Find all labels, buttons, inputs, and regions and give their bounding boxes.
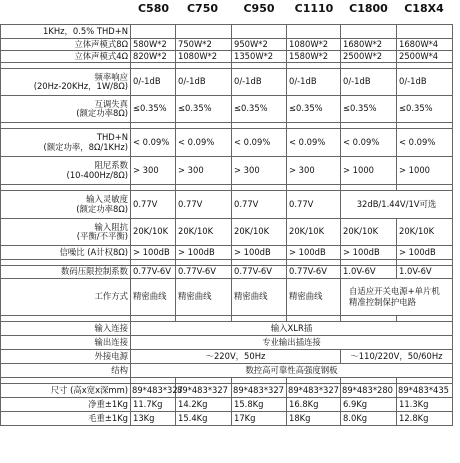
table-cell: 精密曲线 xyxy=(232,279,287,316)
table-cell: > 100dB xyxy=(176,246,232,260)
row-label: 数码压限控制系数 xyxy=(1,266,131,279)
row-label: 毛重±1Kg xyxy=(1,412,131,426)
table-cell: < 0.09% xyxy=(341,129,397,157)
table-cell: 0.77V-6V xyxy=(287,266,341,279)
table-cell: 0/-1dB xyxy=(176,69,232,96)
table-cell: 0/-1dB xyxy=(287,69,341,96)
table-cell: > 300 xyxy=(287,157,341,185)
row-label: 1KHz，0.5% THD+N xyxy=(1,25,131,39)
table-cell: 1580W*2 xyxy=(287,51,341,63)
table-row xyxy=(1,191,453,219)
table-cell: 18Kg xyxy=(287,412,341,426)
table-cell: 14.2Kg xyxy=(176,398,232,412)
row-label: 阻尼系数 (10-400Hz/8Ω) xyxy=(1,157,131,185)
table-cell: 2500W*4 xyxy=(397,51,453,63)
table-cell: 0.77V-6V xyxy=(176,266,232,279)
model-header: C18X4 xyxy=(404,2,444,15)
model-header: C750 xyxy=(186,2,219,15)
table-cell: 0/-1dB xyxy=(341,69,397,96)
row-label: 工作方式 xyxy=(1,279,131,316)
table-cell: 0.77V-6V xyxy=(131,266,176,279)
table-cell: 1.0V-6V xyxy=(341,266,397,279)
row-label: 输入连接 xyxy=(1,322,131,336)
table-cell-merged: 专业输出插连接 xyxy=(131,336,453,350)
table-cell-merged: 数控高可靠性高强度钢板 xyxy=(131,364,453,378)
table-row xyxy=(1,96,453,123)
table-cell: 1080W*2 xyxy=(176,51,232,63)
model-header: C1800 xyxy=(349,2,388,15)
table-row xyxy=(1,39,453,51)
row-label: 互调失真 (额定功率8Ω) xyxy=(1,96,131,123)
row-label: 频率响应 (20Hz-20KHz，1W/8Ω) xyxy=(1,69,131,96)
table-cell: > 300 xyxy=(176,157,232,185)
table-cell: 20K/10K xyxy=(176,219,232,246)
table-row xyxy=(1,412,453,426)
table-cell: 精密曲线 xyxy=(287,279,341,316)
table-row xyxy=(1,279,453,316)
row-label: 输入阻抗 (平衡/不平衡) xyxy=(1,219,131,246)
table-cell: > 300 xyxy=(232,157,287,185)
table-cell: 89*483*327 xyxy=(176,384,232,398)
table-cell-merged: 输入XLR插 xyxy=(131,322,453,336)
row-label: 输入灵敏度 (额定功率8Ω) xyxy=(1,191,131,219)
table-row xyxy=(1,350,453,364)
table-cell: 17Kg xyxy=(232,412,287,426)
table-cell: < 0.09% xyxy=(397,129,453,157)
row-label: 净重±1Kg xyxy=(1,398,131,412)
table-cell: 89*483*435 xyxy=(397,384,453,398)
table-row xyxy=(1,364,453,378)
row-label: 外接电源 xyxy=(1,350,131,364)
table-cell: 20K/10K xyxy=(397,219,453,246)
table-cell: > 100dB xyxy=(287,246,341,260)
table-cell: > 300 xyxy=(131,157,176,185)
table-cell: 0/-1dB xyxy=(232,69,287,96)
table-row xyxy=(1,398,453,412)
row-label: 立体声模式8Ω xyxy=(1,39,131,51)
table-cell: > 100dB xyxy=(131,246,176,260)
table-cell: 0.77V xyxy=(232,191,287,219)
table-cell: 750W*2 xyxy=(176,39,232,51)
table-row xyxy=(1,246,453,260)
table-cell: 精密曲线 xyxy=(131,279,176,316)
table-cell: < 0.09% xyxy=(131,129,176,157)
table-cell-merged: 32dB/1.44V/1V可选 xyxy=(341,191,453,219)
table-row xyxy=(1,336,453,350)
table-row xyxy=(1,322,453,336)
table-cell: 20K/10K xyxy=(131,219,176,246)
table-cell: 精密曲线 xyxy=(176,279,232,316)
table-cell: 89*483*327 xyxy=(287,384,341,398)
table-cell: 0/-1dB xyxy=(397,69,453,96)
table-cell: 20K/10K xyxy=(341,219,397,246)
table-cell: 1680W*4 xyxy=(397,39,453,51)
table-cell: > 100dB xyxy=(397,246,453,260)
table-cell: ≤0.35% xyxy=(176,96,232,123)
table-cell: 0.77V xyxy=(131,191,176,219)
table-cell: 1680W*2 xyxy=(341,39,397,51)
table-cell: 0.77V-6V xyxy=(232,266,287,279)
table-row xyxy=(1,69,453,96)
table-cell: 20K/10K xyxy=(232,219,287,246)
table-row xyxy=(1,384,453,398)
table-cell: 11.7Kg xyxy=(131,398,176,412)
table-cell: 12.8Kg xyxy=(397,412,453,426)
row-label: 立体声模式4Ω xyxy=(1,51,131,63)
row-label: 信噪比 (A计权8Ω) xyxy=(1,246,131,260)
table-cell: ≤0.35% xyxy=(232,96,287,123)
row-label: THD+N (额定功率，8Ω/1KHz) xyxy=(1,129,131,157)
table-cell: 820W*2 xyxy=(131,51,176,63)
table-cell: 13Kg xyxy=(131,412,176,426)
table-cell: ≤0.35% xyxy=(131,96,176,123)
table-cell: 16.8Kg xyxy=(287,398,341,412)
table-cell: ≤0.35% xyxy=(341,96,397,123)
table-cell: 15.8Kg xyxy=(232,398,287,412)
table-cell: 89*483*327 xyxy=(131,384,176,398)
table-cell: 8.0Kg xyxy=(341,412,397,426)
row-label: 尺寸 (高x宽x深mm) xyxy=(1,384,131,398)
table-row xyxy=(1,219,453,246)
table-row xyxy=(1,51,453,63)
spec-table xyxy=(0,24,453,426)
table-row xyxy=(1,157,453,185)
table-cell: ≤0.35% xyxy=(287,96,341,123)
table-row xyxy=(1,129,453,157)
table-row xyxy=(1,266,453,279)
table-cell: 6.9Kg xyxy=(341,398,397,412)
table-cell: 580W*2 xyxy=(131,39,176,51)
table-cell: 1.0V-6V xyxy=(397,266,453,279)
table-cell: 15.4Kg xyxy=(176,412,232,426)
table-cell: < 0.09% xyxy=(176,129,232,157)
table-cell: > 1000 xyxy=(397,157,453,185)
table-cell-merged: ～110/220V，50/60Hz xyxy=(341,350,453,364)
table-cell: 89*483*327 xyxy=(232,384,287,398)
table-cell-merged: ～220V，50Hz xyxy=(131,350,341,364)
row-label: 结构 xyxy=(1,364,131,378)
row-label: 输出连接 xyxy=(1,336,131,350)
table-cell: 1080W*2 xyxy=(287,39,341,51)
table-cell: ≤0.35% xyxy=(397,96,453,123)
table-cell-merged: 自适应开关电源+单片机精准控制保护电路 xyxy=(341,279,453,316)
model-header: C1110 xyxy=(294,2,334,15)
table-cell: 0/-1dB xyxy=(131,69,176,96)
table-cell: > 100dB xyxy=(232,246,287,260)
table-cell: 89*483*280 xyxy=(341,384,397,398)
table-cell: 950W*2 xyxy=(232,39,287,51)
table-cell: < 0.09% xyxy=(232,129,287,157)
model-header: C950 xyxy=(243,2,275,15)
model-header: C580 xyxy=(137,2,170,15)
table-cell: < 0.09% xyxy=(287,129,341,157)
table-cell: > 1000 xyxy=(341,157,397,185)
table-cell: 20K/10K xyxy=(287,219,341,246)
table-cell: 0.77V xyxy=(287,191,341,219)
table-cell: 1350W*2 xyxy=(232,51,287,63)
table-cell: 0.77V xyxy=(176,191,232,219)
table-row xyxy=(1,25,453,39)
table-cell: > 100dB xyxy=(341,246,397,260)
table-cell: 2500W*2 xyxy=(341,51,397,63)
table-cell: 11.3Kg xyxy=(397,398,453,412)
